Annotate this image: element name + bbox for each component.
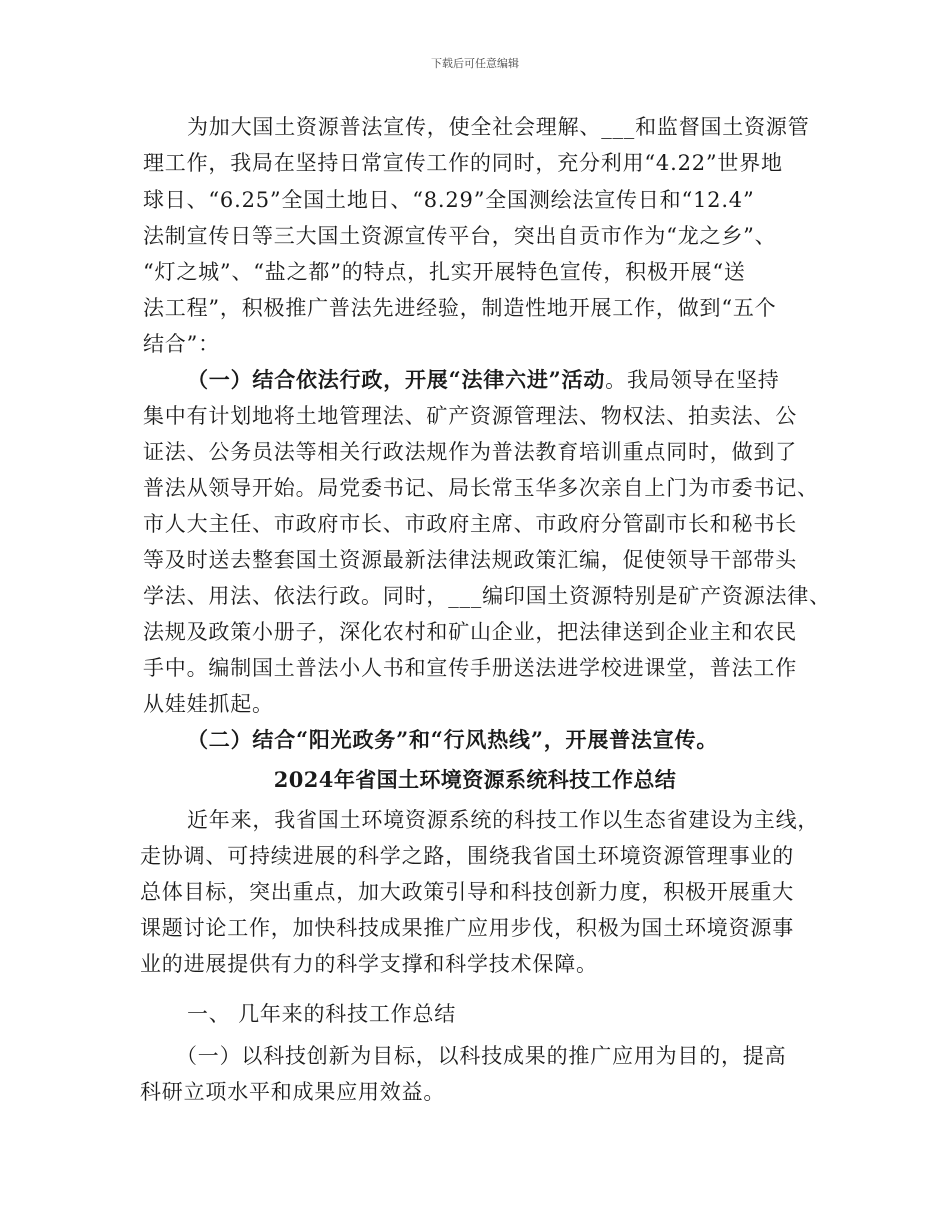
paragraph-line: 球日、“6.25”全国土地日、“8.29”全国测绘法宣传日和“12.4” xyxy=(143,188,755,212)
paragraph-line: 学法、用法、依法行政。同时，___编印国土资源特别是矿产资源法律、 xyxy=(143,584,831,608)
section-heading-tail: 。我局领导在坚持 xyxy=(605,368,780,392)
paragraph-line: 近年来，我省国土环境资源系统的科技工作以生态省建设为主线， xyxy=(187,808,820,832)
subheading: 一、 几年来的科技工作总结 xyxy=(187,1002,457,1026)
paragraph-line: 业的进展提供有力的科学支撑和科学技术保障。 xyxy=(140,952,598,976)
section-heading-line xyxy=(187,366,780,394)
paragraph-line: 结合”： xyxy=(143,332,220,356)
section-heading: （一）结合依法行政，开展“法律六进”活动 xyxy=(187,367,606,392)
paragraph-line: 从娃娃抓起。 xyxy=(143,692,274,716)
paragraph-line: 为加大国土资源普法宣传，使全社会理解、___和监督国土资源管 xyxy=(187,115,810,139)
paragraph-line: 集中有计划地将土地管理法、矿产资源管理法、物权法、拍卖法、公 xyxy=(143,404,797,428)
paragraph-line: 普法从领导开始。局党委书记、局长常玉华多次亲自上门为市委书记、 xyxy=(143,476,819,500)
paragraph-line: 证法、公务员法等相关行政法规作为普法教育培训重点同时，做到了 xyxy=(143,440,797,464)
paragraph-line: 总体目标，突出重点，加大政策引导和科技创新力度，积极开展重大 xyxy=(140,880,794,904)
paragraph-line: 手中。编制国土普法小人书和宣传手册送法进学校进课堂，普法工作 xyxy=(143,656,797,680)
paragraph-line: 等及时送去整套国土资源最新法律法规政策汇编，促使领导干部带头 xyxy=(143,548,797,572)
section-heading: （二）结合“阳光政务”和“行风热线”，开展普法宣传。 xyxy=(187,727,719,752)
paragraph-line: 课题讨论工作，加快科技成果推广应用步伐，积极为国土环境资源事 xyxy=(140,916,794,940)
paragraph-line: 理工作，我局在坚持日常宣传工作的同时，充分利用“4.22”世界地 xyxy=(143,151,783,175)
paragraph-line: 法规及政策小册子，深化农村和矿山企业，把法律送到企业主和农民 xyxy=(143,620,797,644)
document-title: 2024年省国土环境资源系统科技工作总结 xyxy=(273,767,677,792)
paragraph-line: 法制宣传日等三大国土资源宣传平台，突出自贡市作为“龙之乡”、 xyxy=(143,224,777,248)
page-header-note: 下载后可任意编辑 xyxy=(431,57,519,70)
paragraph-line: 法工程”，积极推广普法先进经验，制造性地开展工作，做到“五个 xyxy=(143,296,777,320)
paragraph-line: 走协调、可持续进展的科学之路，围绕我省国土环境资源管理事业的 xyxy=(140,844,794,868)
paragraph-line: 市人大主任、市政府市长、市政府主席、市政府分管副市长和秘书长 xyxy=(143,512,797,536)
paragraph-line: 科研立项水平和成果应用效益。 xyxy=(140,1080,446,1104)
paragraph-line: （一）以科技创新为目标，以科技成果的推广应用为目的，提高 xyxy=(176,1044,787,1068)
paragraph-line: “灯之城”、“盐之都”的特点，扎实开展特色宣传，积极开展“送 xyxy=(143,260,746,284)
